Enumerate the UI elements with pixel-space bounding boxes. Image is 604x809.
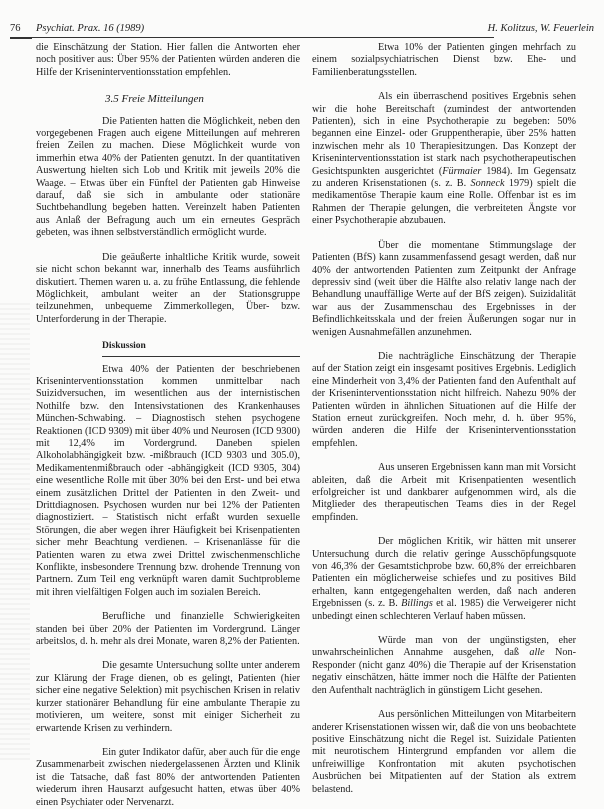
text: Non-Responder (nicht ganz 40%) die Therapie auf der Krisenstation negativ einschätzen, hätte immer noch die Hälfte der Patienten den Aufenthalt nachträglich in günstigem Licht gesehen. bbox=[312, 647, 576, 696]
text: Würde man von der ungünstigsten, eher unwahrscheinlichen Annahme ausgehen, daß bbox=[312, 635, 576, 659]
text: et al. 1985) die Verweigerer nicht unbedingt einen schlechteren Verlauf haben müssen. bbox=[312, 598, 576, 622]
scan-artifact bbox=[0, 300, 30, 760]
paragraph: Aus persönlichen Mitteilungen von Mitarbeitern anderer Krisenstationen wissen wir, daß die von uns beobachtete positive Einschätzung nicht die Regel ist. Suizidale Patienten mit neurotischem Hintergrund empfanden vor allem die unfreiwillige Konfrontation mit akuten psychotischen Ausbrüchen bei Mitpatienten auf der Station als extrem belastend. bbox=[312, 709, 576, 795]
text: 1984). Im Gegensatz zu anderen Krisenstationen (s. z. B. bbox=[312, 165, 577, 190]
paragraph: Ein guter Indikator dafür, aber auch für die enge Zusammenarbeit zwischen niedergelassenen Ärzten und Klinik ist die Tatsache, daß fast 80% der antwortenden Patienten wiederum ihren Hausarzt aufgesucht hatten, etwas über 40% einen Psychiater oder Nervenarzt. bbox=[36, 746, 300, 808]
citation-author: Billings bbox=[401, 598, 433, 610]
paragraph: Aus unseren Ergebnissen kann man mit Vorsicht ableiten, daß die Arbeit mit Krisenpatienten wesentlich erfolgreicher ist und dankbarer aufgenommen wird, als die Mitglieder des therapeutischen Teams dies in der Regel empfinden. bbox=[312, 462, 576, 523]
paragraph: Über die momentane Stimmungslage der Patienten (BfS) kann zusammenfassend gesagt werden, daß nur 40% der antwortenden Patienten zum Zeitpunkt der Anfrage depressiv sind (weit über die Hälfte also relativ lange nach der Behandlung unauffällige Werte auf der BfS zeigen). Suizidalität war aus der Zusammenschau des Ergebnisses in der Befindlichkeitsskala und der freien Äußerungen sogar nur in wenigen Ausnahmefällen anzunehmen. bbox=[312, 239, 576, 338]
section-heading-discussion: Diskussion bbox=[102, 340, 300, 356]
text: 1979) spielt die medikamentöse Therapie kaum eine Rolle. Offenbar ist es im Rahmen der Therapie gelungen, die verbreiteten Ängste vor einer Psychotherapie abzubauen. bbox=[312, 178, 576, 227]
emphasis: alle bbox=[529, 647, 545, 659]
authors: H. Kolitzus, W. Feuerlein bbox=[487, 23, 594, 34]
paragraph: die Einschätzung der Station. Hier fallen die Antworten eher noch positiver aus: Über 95% der Patienten würden anderen die Hilfe der Kriseninterventionsstation empfehlen. bbox=[36, 42, 300, 78]
text: Als ein überraschend positives Ergebnis sehen wir die hohe Bereitschaft (zumindest der antwortenden Patienten), sich in eine Psychotherapie zu begeben: 50% begannen eine Einzel- oder Gruppentherapie, über 25% hatten inzwischen mehr als 10 Therapiesitzungen. Das Konzept der Kriseninterventionsstation ist stark nach psychotherapeutischen Gesichtspunkten ausgerichtet ( bbox=[312, 91, 576, 177]
paragraph bbox=[312, 536, 576, 623]
header-rule bbox=[10, 37, 494, 38]
citation-author: Fürmaier bbox=[442, 165, 482, 177]
paragraph bbox=[312, 91, 576, 227]
running-header bbox=[10, 23, 594, 37]
paragraph: Die gesamte Untersuchung sollte unter anderem zur Klärung der Frage dienen, ob es gelingt, Patienten (hier sicher eine negative Selektion) mit psychischen Krisen in relativ kurzer stationärer Behandlung für eine ambulante Therapie zu motivieren, um weitere, sonst mit einiger Sicherheit zu erwartende Krisen zu verhindern. bbox=[36, 660, 300, 734]
paragraph: Berufliche und finanzielle Schwierigkeiten standen bei über 20% der Patienten im Vordergrund. Länger arbeitslos, d. h. mehr als drei Monate, waren 8,2% der Patienten. bbox=[36, 611, 300, 648]
right-column bbox=[312, 42, 576, 796]
header-rule-page-number bbox=[10, 38, 32, 39]
journal-citation: Psychiat. Prax. 16 (1989) bbox=[36, 23, 145, 34]
paragraph: Die geäußerte inhaltliche Kritik wurde, soweit sie nicht schon bekannt war, innerhalb des Teams ausführlich diskutiert. Themen waren u. a. zu frühe Entlassung, die fehlende Möglichkeit, ambulant weiter an der Stationsgruppe teilzunehmen, unbequeme Zimmerkollegen, Über- bzw. Unterforderung in der Therapie. bbox=[36, 251, 300, 325]
paragraph: Etwa 10% der Patienten gingen mehrfach zu einem sozialpsychiatrischen Dienst bzw. Ehe- und Familienberatungsstellen. bbox=[312, 42, 576, 78]
page-number: 76 bbox=[10, 23, 21, 34]
text: Der möglichen Kritik, wir hätten mit unserer Untersuchung durch die relativ geringe Ausschöpfungsquote von 46,3% der Gesamtstichprobe bzw. 60,8% der erreichbaren Patienten ein möglicherweise schiefes und zu positives Bild erhalten, kann entgegengehalten werden, daß nach anderen Ergebnissen (s. z. B. bbox=[312, 536, 576, 610]
subsection-heading: 3.5 Freie Mitteilungen bbox=[105, 93, 204, 106]
paragraph: Etwa 40% der Patienten der beschriebenen Kriseninterventionsstation kommen unmittelbar nach Suizidversuchen, im wesentlichen aus der internistischen Nothilfe bzw. den Intensivstationen des Krankenhauses München-Schwabing. – Diagnostisch stehen psychogene Reaktionen (ICD 9309) mit über 40% und Neurosen (ICD 9300) mit 12,4% im Vordergrund. Daneben spielen Alkoholabhängigkeit bzw. -mißbrauch (ICD 9303 und 305.0), Medikamentenmißbrauch oder -abhängigkeit (ICD 9305, 304) eine wesentliche Rolle mit über 30% bei den Erst- und bei etwa einem zusätzlichen Drittel der Patienten in den Zweit- und Drittdiagnosen. Psychosen wurden nur bei 12% der Patienten diagnostiziert. – Statistisch nicht erfaßt wurden sexuelle Störungen, die aber wegen ihrer Häufigkeit bei Krisenpatienten sicher mehr Beachtung verdienen. – Krisenanlässe für die Patienten waren zu etwa zwei Drittel zwischenmenschliche Konflikte, insbesondere Trennung bzw. drohende Trennung von Partnern. Zum Teil eng verknüpft waren damit Suchtprobleme mit ihren vielfältigen Folgen auch im sozialen Bereich. bbox=[36, 363, 300, 598]
left-column bbox=[36, 42, 300, 809]
paragraph bbox=[312, 635, 576, 697]
paragraph: Die Patienten hatten die Möglichkeit, neben den vorgegebenen Fragen auch eigene Mitteilungen auf mehreren freien Zeilen zu machen. Diese Möglichkeit wurde von immerhin etwa 40% der Patienten genutzt. In der quantitativen Auswertung hielten sich Lob und Kritik mit jeweils 20% die Waage. – Etwas über ein Fünftel der Patienten gab Hinweise darauf, daß sie sich in ambulante oder stationäre Suchtbehandlung begeben hatten. Vereinzelt haben Patienten aus Anlaß der Befragung auch um ein erneutes Gespräch gebeten, was ihnen selbstverständlich ermöglicht wurde. bbox=[36, 115, 300, 239]
citation-author: Sonneck bbox=[470, 178, 505, 190]
paragraph: Die nachträgliche Einschätzung der Therapie auf der Station zeigt ein insgesamt positives Ergebnis. Lediglich eine Minderheit von 3,4% der Patienten fand den Aufenthalt auf der Kriseninterventionsstation nicht hilfreich. Nahezu 90% der Patienten würden in ähnlichen Situationen auf die Hilfe der Station erneut zurückgreifen. Noch mehr, d. h. über 95%, würden anderen die Hilfe der Kriseninterventionsstation empfehlen. bbox=[312, 350, 576, 449]
